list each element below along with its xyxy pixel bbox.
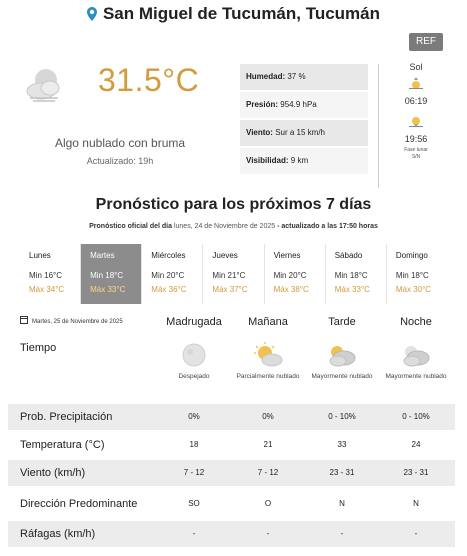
- day-tab-viernes[interactable]: [265, 244, 326, 304]
- updated-time: Actualizado: 19h: [86, 156, 154, 166]
- table-row-direction: [8, 491, 455, 517]
- period-desc-madrugada: Despejado: [178, 373, 210, 380]
- forecast-title: Pronóstico para los próximos 7 días: [95, 196, 372, 213]
- table-row-temperature: [8, 432, 455, 458]
- visibility-label: Visibilidad:: [246, 156, 289, 165]
- row-label: Prob. Precipitación: [20, 411, 113, 423]
- table-row-wind: [8, 460, 455, 486]
- row-label: Viento (km/h): [20, 467, 86, 479]
- period-desc-manana: Parcialmente nublado: [236, 373, 300, 380]
- day-name: Miércoles: [151, 251, 186, 260]
- cell: -: [192, 529, 196, 538]
- row-label: Ráfagas (km/h): [20, 528, 96, 540]
- cell: 0 - 10%: [328, 412, 356, 421]
- sunrise-icon: [396, 76, 436, 94]
- cell: 18: [189, 440, 199, 449]
- day-max: Máx 37°C: [212, 285, 248, 294]
- partly-cloudy-icon: [228, 342, 308, 373]
- period-madrugada: Madrugada: [166, 316, 222, 328]
- day-min: Min 20°C: [151, 271, 185, 280]
- wind-row: [240, 120, 368, 146]
- table-row-precipitation: [8, 404, 455, 430]
- partly-cloudy-haze-icon: [24, 64, 64, 109]
- location-title: [0, 4, 467, 26]
- humidity-label: Humedad:: [246, 72, 286, 81]
- subtitle-date: lunes, 24 de Noviembre de 2025: [173, 223, 276, 230]
- detail-date-text: Martes, 25 de Noviembre de 2025: [32, 319, 123, 325]
- humidity-row: [240, 64, 368, 90]
- cell: 0%: [262, 412, 274, 421]
- current-description: Algo nublado con bruma: [54, 136, 186, 150]
- period-noche: Noche: [400, 316, 432, 328]
- humidity-value: 37 %: [287, 72, 306, 81]
- day-tab-martes[interactable]: [81, 244, 142, 304]
- day-tab-lunes[interactable]: [20, 244, 81, 304]
- day-max: Máx 36°C: [151, 285, 187, 294]
- day-name: Jueves: [212, 251, 238, 260]
- cell: 7 - 12: [257, 468, 279, 477]
- day-tab-jueves[interactable]: [203, 244, 264, 304]
- cell: 7 - 12: [183, 468, 205, 477]
- day-max: Máx 38°C: [273, 285, 309, 294]
- day-min: Min 18°C: [395, 271, 429, 280]
- table-row-gusts: [8, 521, 455, 547]
- day-name: Sábado: [334, 251, 363, 260]
- cell: N: [339, 499, 345, 508]
- day-min: Min 18°C: [90, 271, 124, 280]
- detail-date: [20, 316, 123, 325]
- visibility-row: [240, 148, 368, 174]
- calendar-icon: [20, 316, 28, 324]
- moon-label: Fase lunar: [404, 147, 428, 153]
- period-tarde: Tarde: [328, 316, 356, 328]
- row-label: Dirección Predominante: [20, 498, 138, 510]
- day-min: Min 21°C: [212, 271, 246, 280]
- moon-value: S/N: [411, 154, 421, 160]
- day-tab-sabado[interactable]: [326, 244, 387, 304]
- cell: N: [413, 499, 419, 508]
- cell: 21: [263, 440, 273, 449]
- cell: 0%: [188, 412, 200, 421]
- day-max: Máx 30°C: [395, 285, 432, 294]
- visibility-value: 9 km: [290, 156, 309, 165]
- divider: [378, 64, 379, 188]
- location-pin-icon: [87, 6, 97, 26]
- sunset-time: 19:56: [404, 134, 428, 144]
- day-name: Domingo: [395, 251, 428, 260]
- cell: 23 - 31: [329, 468, 355, 477]
- mostly-cloudy-icon: [302, 342, 382, 373]
- pressure-value: 954.9 hPa: [280, 100, 317, 109]
- day-min: Min 20°C: [273, 271, 307, 280]
- cell: -: [266, 529, 270, 538]
- sun-panel: [396, 62, 436, 161]
- period-desc-noche: Mayormente nublado: [385, 373, 447, 380]
- sunrise-time: 06:19: [404, 96, 428, 106]
- day-min: Min 16°C: [29, 271, 62, 280]
- cell: -: [414, 529, 418, 538]
- mostly-cloudy-night-icon: [376, 342, 456, 373]
- subtitle-prefix: Pronóstico oficial del día: [89, 223, 172, 230]
- day-max: Máx 33°C: [90, 285, 126, 294]
- sun-label: Sol: [409, 62, 423, 72]
- cell: 23 - 31: [403, 468, 429, 477]
- day-min: Min 18°C: [334, 271, 368, 280]
- cell: 33: [337, 440, 347, 449]
- wind-label: Viento:: [246, 128, 273, 137]
- wind-value: Sur a 15 km/h: [275, 128, 326, 137]
- day-max: Máx 33°C: [334, 285, 370, 294]
- day-name: Lunes: [29, 251, 51, 260]
- pressure-label: Presión:: [246, 100, 279, 109]
- cell: 24: [411, 440, 421, 449]
- day-name: Viernes: [273, 251, 301, 260]
- sunset-icon: [396, 114, 436, 132]
- day-max: Máx 34°C: [29, 285, 65, 294]
- current-temperature: 31.5°C: [98, 62, 200, 98]
- period-desc-tarde: Mayormente nublado: [311, 373, 373, 380]
- pressure-row: [240, 92, 368, 118]
- ref-button[interactable]: REF: [409, 33, 443, 51]
- day-tab-miercoles[interactable]: [142, 244, 203, 304]
- current-details: [240, 64, 368, 176]
- clear-night-icon: [154, 342, 234, 373]
- days-strip: [20, 244, 447, 304]
- row-label: Temperatura (°C): [20, 439, 105, 451]
- tiempo-label: Tiempo: [20, 342, 57, 354]
- location-name: San Miguel de Tucumán, Tucumán: [102, 4, 381, 23]
- cell: SO: [188, 499, 200, 508]
- day-tab-domingo[interactable]: [387, 244, 447, 304]
- cell: -: [340, 529, 344, 538]
- day-name: Martes: [90, 251, 115, 260]
- cell: O: [264, 499, 272, 508]
- forecast-subtitle: [0, 223, 467, 230]
- cell: 0 - 10%: [402, 412, 430, 421]
- subtitle-suffix: - actualizado a las 17:50 horas: [277, 223, 378, 230]
- period-manana: Mañana: [248, 316, 288, 328]
